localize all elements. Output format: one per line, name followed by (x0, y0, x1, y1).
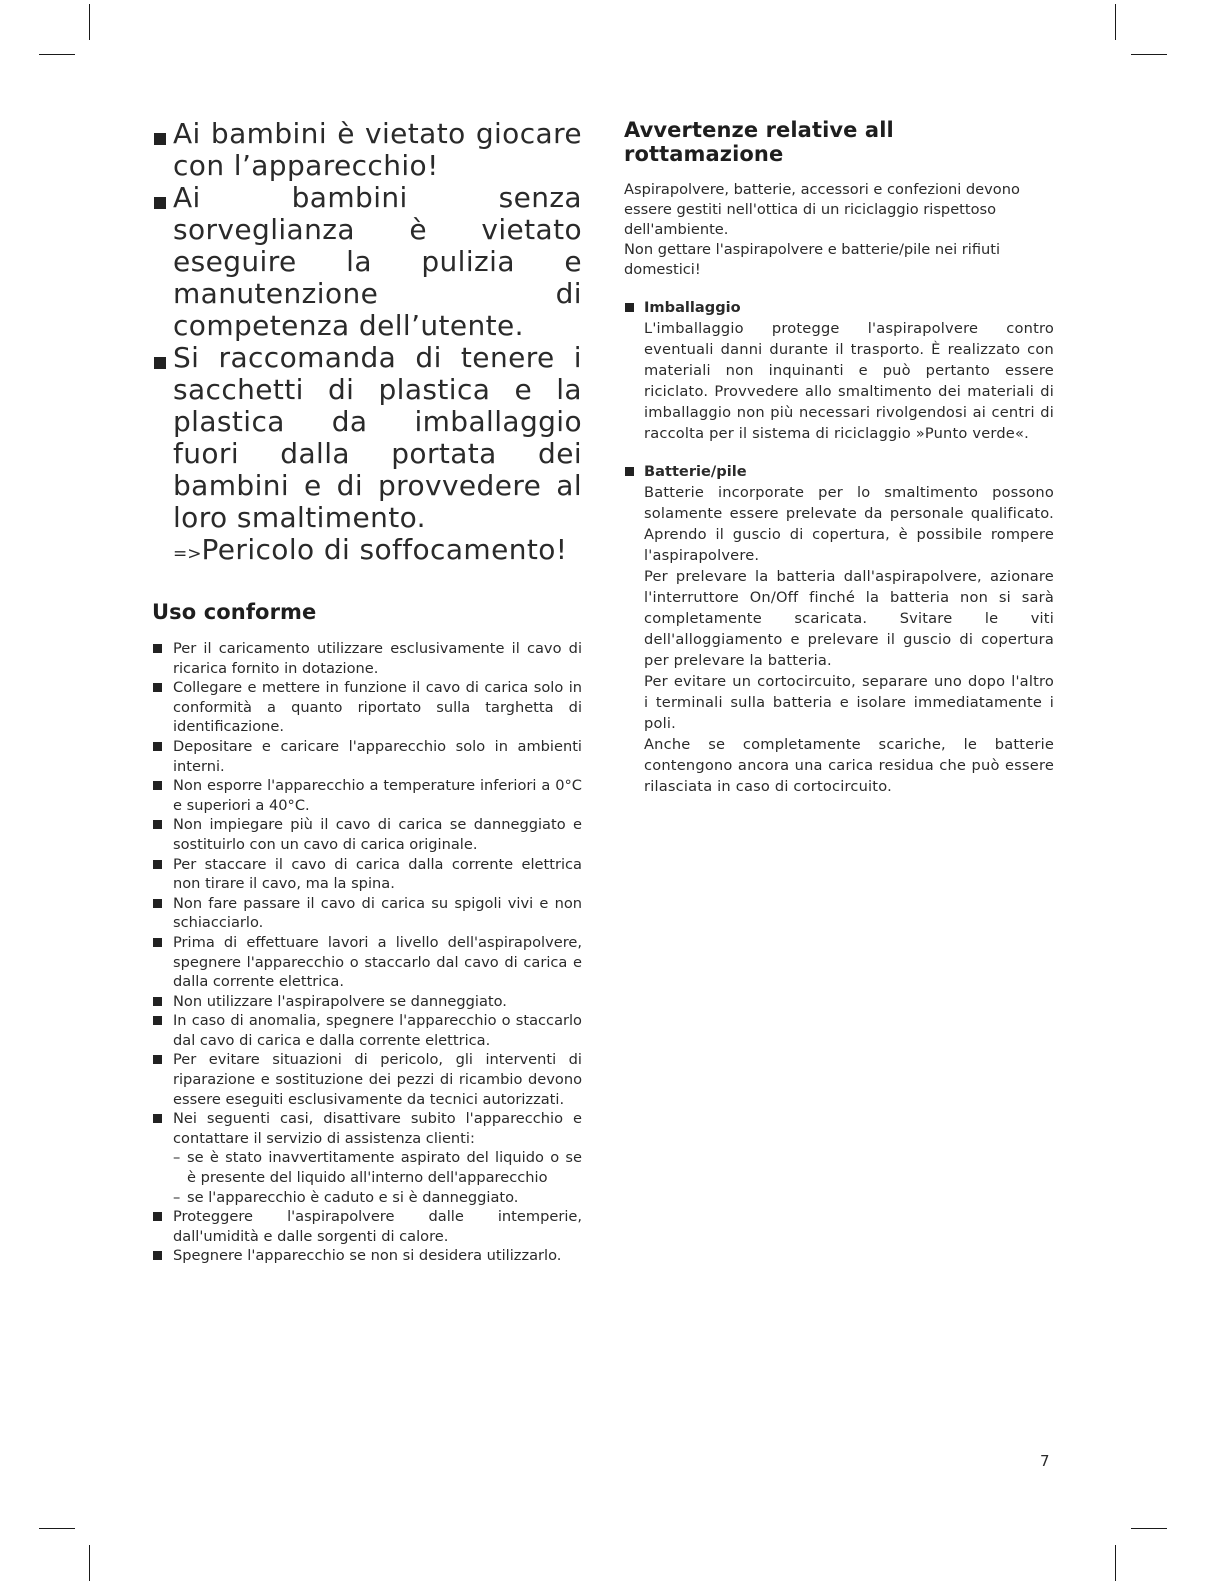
square-bullet-icon (152, 737, 173, 776)
crop-mark-bottom-right-horizontal (1131, 1528, 1167, 1529)
page-number: 7 (1040, 1452, 1050, 1470)
warning-item: Ai bambini è vietato giocare con l’apparecchio! (152, 118, 582, 182)
list-item: Collegare e mettere in funzione il cavo di carica solo in conformità a quanto riportato sulla targhetta di identificazione. (152, 678, 582, 737)
crop-mark-bottom-left-vertical (89, 1545, 90, 1581)
list-item: Non utilizzare l'aspirapolvere se danneggiato. (152, 992, 582, 1012)
dash-icon: – (173, 1149, 181, 1167)
square-bullet-icon (152, 992, 173, 1012)
crop-mark-top-left-vertical (89, 4, 90, 40)
list-item: Proteggere l'aspirapolvere dalle intemperie, dall'umidità e dalle sorgenti di calore. (152, 1207, 582, 1246)
square-bullet-icon (152, 894, 173, 933)
square-bullet-icon (152, 1246, 173, 1266)
warning-item (152, 342, 582, 570)
batterie-paragraph: Anche se completamente scariche, le batterie contengono ancora una carica residua che può essere rilasciata in caso di cortocircuito. (644, 736, 1054, 795)
square-bullet-icon (152, 678, 173, 737)
list-item: Spegnere l'apparecchio se non si desidera utilizzarlo. (152, 1246, 582, 1266)
square-bullet-icon (152, 1207, 173, 1246)
sub-list-item: – se è stato inavvertitamente aspirato del liquido o se è presente del liquido all'interno dell'apparecchio (173, 1149, 582, 1187)
subsection-heading: Imballaggio (644, 299, 741, 316)
dash-icon: – (173, 1188, 181, 1206)
square-bullet-icon (152, 182, 173, 342)
batterie-section (624, 462, 1054, 797)
square-bullet-icon (152, 815, 173, 854)
crop-mark-top-left-horizontal (39, 54, 75, 55)
crop-mark-bottom-left-horizontal (39, 1528, 75, 1529)
warning-item: Ai bambini senza sorveglianza è vietato eseguire la pulizia e manutenzione di competenza dell’utente. (152, 182, 582, 342)
batterie-paragraph: Per prelevare la batteria dall'aspirapolvere, azionare l'interruttore On/Off finché la batteria non si sarà completamente scaricata. Svitare le viti dell'alloggiamento e prelevare il guscio di copertura per prelevare la batteria. (644, 568, 1054, 669)
list-item: Depositare e caricare l'apparecchio solo in ambienti interni. (152, 737, 582, 776)
list-item-text: Nei seguenti casi, disattivare subito l'apparecchio e contattare il servizio di assistenza clienti: (173, 1110, 582, 1147)
batterie-paragraph: Per evitare un cortocircuito, separare uno dopo l'altro i terminali sulla batteria e isolare immediatamente i poli. (644, 673, 1054, 732)
square-bullet-icon (152, 342, 173, 570)
list-item: Prima di effettuare lavori a livello dell'aspirapolvere, spegnere l'apparecchio o staccarlo dal cavo di carica e dalla corrente elettrica. (152, 933, 582, 992)
subsection-heading: Batterie/pile (644, 463, 747, 480)
list-item (152, 1109, 582, 1207)
list-item: Per evitare situazioni di pericolo, gli interventi di riparazione e sostituzione dei pezzi di ricambio devono essere eseguiti esclusivamente da tecnici autorizzati. (152, 1050, 582, 1109)
list-item: In caso di anomalia, spegnere l'apparecchio o staccarlo dal cavo di carica e dalla corrente elettrica. (152, 1011, 582, 1050)
crop-mark-top-right-horizontal (1131, 54, 1167, 55)
square-bullet-icon (152, 933, 173, 992)
list-item: Per il caricamento utilizzare esclusivamente il cavo di ricarica fornito in dotazione. (152, 639, 582, 678)
left-column (152, 118, 582, 1266)
crop-mark-bottom-right-vertical (1115, 1545, 1116, 1581)
intro-paragraph: Aspirapolvere, batterie, accessori e confezioni devono essere gestiti nell'ottica di un riciclaggio rispettoso dell'ambiente. (624, 181, 1020, 238)
square-bullet-icon (152, 1011, 173, 1050)
right-column (624, 118, 1054, 797)
list-item: Non impiegare più il cavo di carica se danneggiato e sostituirlo con un cavo di carica originale. (152, 815, 582, 854)
list-item: Non esporre l'apparecchio a temperature inferiori a 0°C e superiori a 40°C. (152, 776, 582, 815)
section-heading-uso-conforme: Uso conforme (152, 600, 317, 624)
square-bullet-icon (152, 776, 173, 815)
square-bullet-icon (624, 462, 644, 482)
arrow-icon: => (173, 544, 202, 564)
section-heading-rottamazione: Avvertenze relative all rottamazione (624, 118, 894, 166)
crop-mark-top-right-vertical (1115, 4, 1116, 40)
imballaggio-section (624, 298, 1054, 444)
hazard-text: Pericolo di soffocamento! (201, 533, 568, 566)
square-bullet-icon (152, 118, 173, 182)
list-item: Non fare passare il cavo di carica su spigoli vivi e non schiacciarlo. (152, 894, 582, 933)
square-bullet-icon (624, 298, 644, 318)
intro-paragraph: Non gettare l'aspirapolvere e batterie/pile nei rifiuti domestici! (624, 241, 1001, 278)
square-bullet-icon (152, 1050, 173, 1109)
square-bullet-icon (152, 1109, 173, 1207)
square-bullet-icon (152, 855, 173, 894)
sub-list-item: – se l'apparecchio è caduto e si è danneggiato. (173, 1188, 519, 1206)
square-bullet-icon (152, 639, 173, 678)
warning-text: Si raccomanda di tenere i sacchetti di plastica e la plastica da imballaggio fuori dalla portata dei bambini e di provvedere al loro smaltimento. (173, 341, 582, 534)
imballaggio-text: L'imballaggio protegge l'aspirapolvere contro eventuali danni durante il trasporto. È realizzato con materiali non inquinanti e può pertanto essere riciclato. Provvedere allo smaltimento dei materiali di imballaggio non più necessari rivolgendosi ai centri di raccolta per il sistema di riciclaggio »Punto verde«. (644, 320, 1054, 442)
list-item: Per staccare il cavo di carica dalla corrente elettrica non tirare il cavo, ma la spina. (152, 855, 582, 894)
uso-conforme-list (152, 639, 582, 1266)
batterie-paragraph: Batterie incorporate per lo smaltimento possono solamente essere prelevate da personale qualificato. Aprendo il guscio di copertura, è possibile rompere l'aspirapolvere. (644, 484, 1054, 564)
